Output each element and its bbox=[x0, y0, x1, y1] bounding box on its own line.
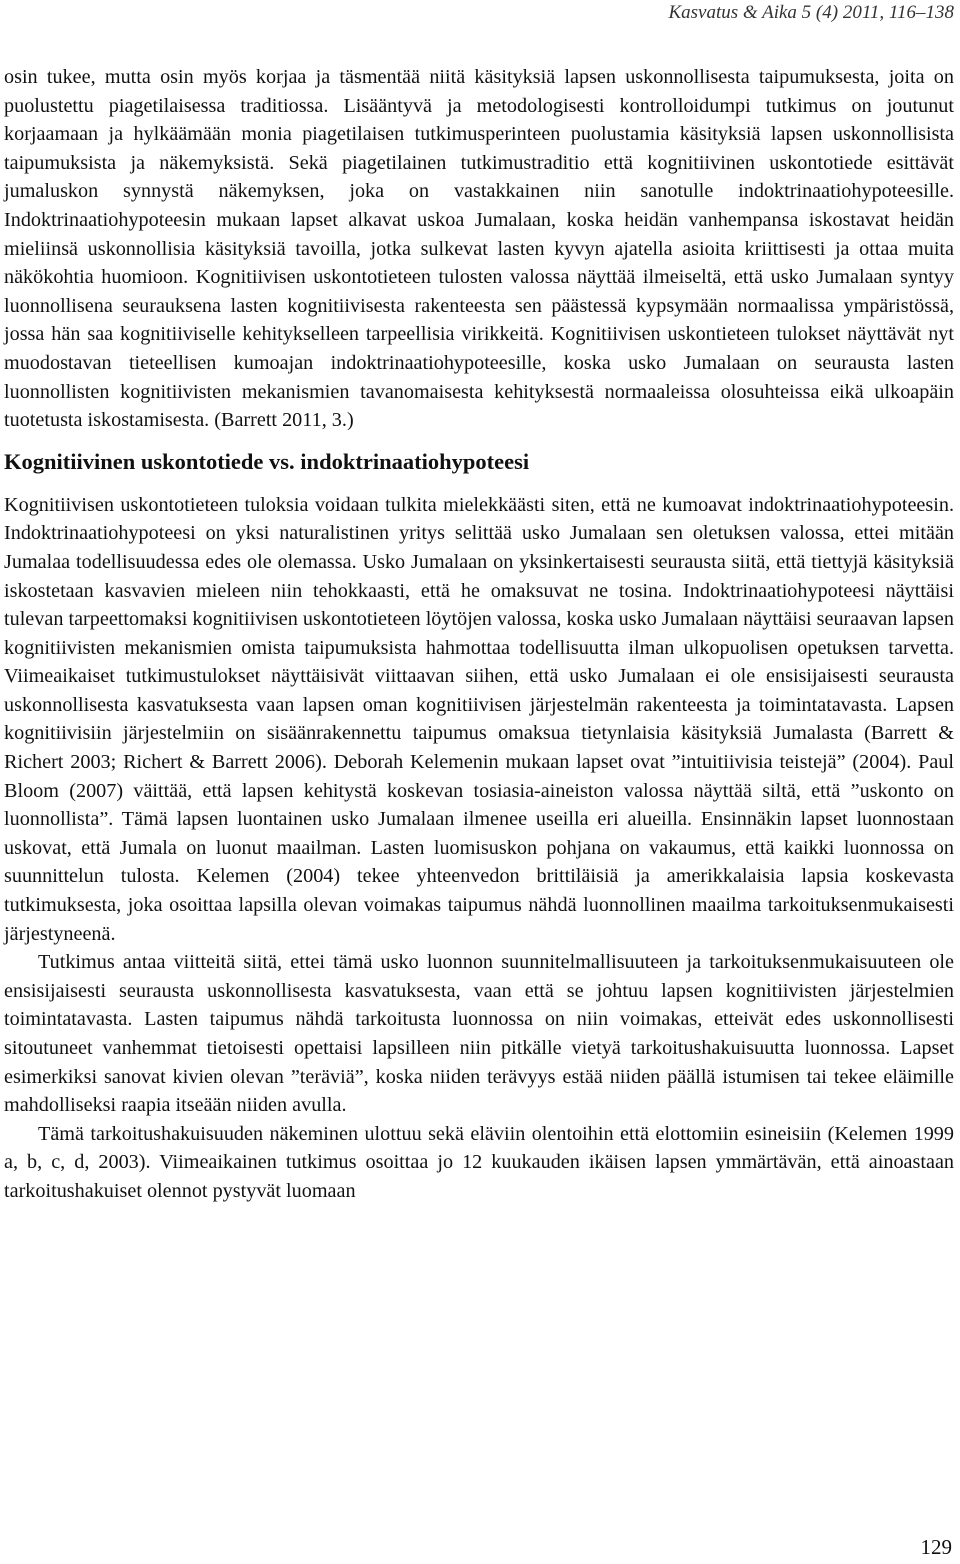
article-body bbox=[4, 63, 954, 1206]
paragraph: Tämä tarkoitushakuisuuden näkeminen ulottuu sekä eläviin olentoihin että elottomiin esineisiin (Kelemen 1999 a, b, c, d, 2003). Viimeaikainen tutkimus osoittaa jo 12 kuukauden ikäisen lapsen ymmärtävän, että ainoastaan tarkoitushakuiset olennot pystyvät luomaan bbox=[4, 1122, 954, 1202]
running-head: Kasvatus & Aika 5 (4) 2011, 116–138 bbox=[668, 2, 954, 23]
paragraph: osin tukee, mutta osin myös korjaa ja täsmentää niitä käsityksiä lapsen uskonnollisesta taipumuksesta, joita on puolustettu piagetilaisessa traditiossa. Lisääntyvä ja metodologisesti kontrolloidumpi tutkimus on joutunut korjaamaan ja hylkäämään monia piagetilaisen tutkimusperinteen puolustamia käsityksiä lapsen uskonnollisista taipumuksista ja näkemyksistä. Sekä piagetilainen tutkimustraditio että kognitiivinen uskontotiede esittävät jumaluskon synnystä näkemyksen, joka on vastakkainen niin sanotulle indoktrinaatiohypoteesille. Indoktrinaatiohypoteesin mukaan lapset alkavat uskoa Jumalaan, koska heidän vanhempansa iskostavat heidän mieliinsä uskonnollisia käsityksiä tavoilla, jotka sulkevat lasten kyvyn ajatella asioita kriittisesti ja ottaa muita näkökohtia huomioon. Kognitiivisen uskontotieteen tulosten valossa näyttää ilmeiseltä, että usko Jumalaan syntyy luonnollisena seurauksena lasten kognitiivisesta rakenteesta sen päästessä kypsymään normaalissa ympäristössä, jossa hän saa kognitiiviselle kehitykselleen tarpeellisia virikkeitä. Kognitiivisen uskontieteen tulokset näyttävät nyt muodostavan tieteellisen kumoajan indoktrinaatiohypoteesille, koska usko Jumalaan on seurausta lasten luonnollisten kognitiivisten mekanismien tavanomaisesta kehityksestä normaaleissa olosuhteissa eikä ulkoapäin tuotetusta iskostamisesta. (Barrett 2011, 3.) bbox=[4, 66, 954, 432]
section-heading: Kognitiivinen uskontotiede vs. indoktrinaatiohypoteesi bbox=[4, 448, 530, 474]
paragraph: Tutkimus antaa viitteitä siitä, ettei tämä usko luonnon suunnitelmallisuuteen ja tarkoituksenmukaisuuteen ole ensisijaisesti seurausta uskonnollisesta kasvatuksesta, vaan että se johtuu lapsen kognitiivisten järjestelmien toimintatavasta. Lasten taipumus nähdä tarkoitusta luonnossa on niin voimakas, etteivät edes uskonnollisesti sitoutuneet vanhemmat tietoisesti opettaisi lapsilleen niin pitkälle vietyä tarkoitushakuisuutta luonnossa. Lapset esimerkiksi sanovat kivien olevan ”teräviä”, koska niiden terävyys estää niiden päällä istumisen tai tekee eläimille mahdolliseksi raapia itseään niiden avulla. bbox=[4, 951, 954, 1117]
paragraph: Kognitiivisen uskontotieteen tuloksia voidaan tulkita mielekkäästi siten, että ne kumoavat indoktrinaatiohypoteesin. Indoktrinaatiohypoteesi on yksi naturalistinen yritys selittää usko Jumalaan sen oletuksen valossa, ettei mitään Jumalaa todellisuudessa edes ole olemassa. Usko Jumalaan on yksinkertaisesti seurausta siitä, että tiettyjä käsityksiä iskostetaan kasvavien mieleen niin tehokkaasti, että he omaksuvat ne tosina. Indoktrinaatiohypoteesi näyttäisi tulevan tarpeettomaksi kognitiivisen uskontotieteen löytöjen valossa, koska usko Jumalaan näyttäisi seuraavan lapsen kognitiivisten mekanismien omista taipumuksista hahmottaa todellisuutta ilman ulkopuolisen opetuksen tarvetta. Viimeaikaiset tutkimustulokset näyttäisivät viittaavan siihen, että usko Jumalaan ei ole ensisijaisesti seurausta uskonnollisesta kasvatuksesta vaan lapsen oman kognitiivisen järjestelmän rakenteesta ja toimintatavasta. Lapsen kognitiivisiin järjestelmiin on sisäänrakennettu taipumus omaksua tietynlaisia käsityksiä Jumalasta (Barrett & Richert 2003; Richert & Barrett 2006). Deborah Kelemenin mukaan lapset ovat ”intuitiivisia teistejä” (2004). Paul Bloom (2007) väittää, että lapsen kehitystä koskevan tosiasia-aineiston valossa näyttää siltä, että ”uskonto on luonnollista”. Tämä lapsen luontainen usko Jumalaan ilmenee useilla eri alueilla. Ensinnäkin lapset luonnostaan uskovat, että Jumala on luonut maailman. Lasten luomisuskon pohjana on vakaumus, että kaikki luonnossa on suunnittelun tulosta. Kelemen (2004) tekee yhteenvedon brittiläisiä ja amerikkalaisia lapsia koskevasta tutkimuksesta, joka osoittaa lapsilla olevan voimakas taipumus nähdä luonnollinen maailma tarkoituksenmukaisesti järjestyneenä. bbox=[4, 493, 954, 945]
page-number: 129 bbox=[920, 1535, 952, 1559]
